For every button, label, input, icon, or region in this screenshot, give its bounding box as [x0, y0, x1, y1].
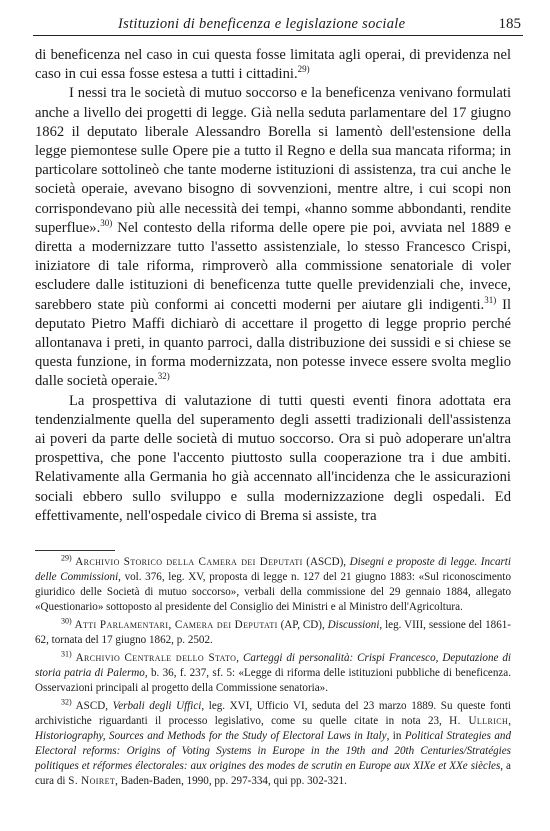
header-rule	[33, 35, 523, 36]
note-ref-31: 31)	[484, 294, 497, 305]
footnote-segment: , vol. 376, leg. XV, proposta di legge n. 127 del 21 giugno 1883: «Sul riconoscimento giuridico delle Società di mutuo soccorso», verbali della commissione del 29 gennaio 1884, allegato «Questionario» sottoposto al presidente del Consiglio dei Ministri e al Ministro dell'Agricoltura.	[35, 571, 511, 613]
footnote-segment: Historiography, Sources and Methods for the Study of Electoral Laws in Italy	[35, 730, 387, 742]
footnote-segment: (AP, CD),	[277, 619, 328, 631]
footnote-number: 29)	[61, 553, 72, 563]
footnote-segment: , Baden-Baden, 1990, pp. 297-334, qui pp. 302-321.	[115, 775, 347, 787]
footnote-separator	[35, 550, 115, 551]
paragraph-1-text: di beneficenza nel caso in cui questa fosse limitata agli operai, di previdenza nel caso in cui essa fosse estesa a tutti i cittadini.	[35, 47, 511, 83]
footnote-segment: S. Noiret	[68, 775, 116, 787]
footnote-number: 30)	[61, 616, 72, 626]
footnote-segment: Carteggi di personalità: Crispi Francesco, Deputazione di storia patria di Palermo	[35, 652, 512, 679]
page-number: 185	[498, 16, 521, 32]
footnote-segment: Political Strategies and Electoral reforms: Origins of Voting Systems in Europe in the 19th and 20th Centuries/Stratégies politiques et réformes électorales: aux origines des modes de scrutin en Europe aux XIXe et XXe siècles	[35, 730, 511, 772]
footnote-segment: , leg. VIII, sessione del 1861-62, tornata del 17 giugno 1862, p. 2502.	[35, 619, 512, 646]
footnote-segment: , a cura di	[35, 760, 511, 787]
paragraph-2-part-c: Il deputato Pietro Maffi dichiarò di accettare il progetto di legge proprio perché allontanava i preti, in quanto parroci, dalla distribuzione dei sussidi e si chiese se questa funzione, in forma modernizzata, non potesse invece essere svolta meglio dalle società operaie.	[35, 296, 511, 390]
footnote-number: 31)	[61, 649, 72, 659]
running-header	[33, 13, 523, 35]
note-ref-30: 30)	[100, 217, 113, 228]
footnote-segment: , in	[386, 730, 405, 742]
paragraph-3	[35, 392, 511, 526]
footnote-segment: ,	[236, 652, 243, 664]
paragraph-2	[35, 84, 511, 391]
paragraph-3-text: La prospettiva di valutazione di tutti questi eventi finora adottata era tendenzialmente quella del superamento degli assetti tradizionali dell'assistenza ai poveri da parte delle società di mutuo soccorso. Ora si può adoperare un'altra prospettiva, che pone l'accento piuttosto sulla cooperazione tra i due ambiti. Relativamente alla Germania ho già accennato all'incidenza che le assicurazioni sociali ebbero sullo sviluppo e sulla modernizzazione degli ospedali. Ed effettivamente, nell'ospedale civico di Brema si assiste, tra	[35, 392, 511, 524]
footnote-segment: Archivio Centrale dello Stato	[75, 652, 237, 664]
footnote-segment: Discussioni	[327, 619, 380, 631]
footnote-segment: ASCD,	[75, 700, 113, 712]
footnote-segment: , leg. XVI, Ufficio VI, seduta del 23 marzo 1889. Su queste fonti archivistiche riguardanti il processo legislativo, come su quelle citate in nota 23,	[35, 700, 511, 727]
footnote	[35, 618, 511, 648]
note-ref-29: 29)	[297, 64, 310, 75]
footnote	[35, 555, 511, 615]
footnote-segment: (ASCD),	[302, 556, 350, 568]
paragraph-2-part-b: Nel contesto della riforma delle opere pie poi, avviata nel 1889 e diretta a modernizzare tutto l'assetto assistenziale, lo stesso Francesco Crispi, iniziatore di tale riforma, rimproverò alla commissione senatoriale di voler escludere dalle istituzioni di beneficenza tutte quelle previdenziali che, invece, sarebbero state più conformi ai concetti moderni per aiutare gli indigenti.	[35, 219, 511, 313]
paragraph-2-part-a: I nessi tra le società di mutuo soccorso e la beneficenza venivano formulati anche a livello dei progetti di legge. Già nella seduta parlamentare del 17 giugno 1862 il deputato liberale Alessandro Borella si lamentò dell'estensione della legge piemontese sulle Opere pie a tutto il Regno e della sua mancata riforma; in particolare sottolineò che tante moderne istituzioni di assistenza, tra cui anche le società operaie, avevano bisogno di sovvenzioni, mentre altre, i cui scopi non corrispondevano più alle necessità dei tempi, «hanno somme abbondanti, rendite superflue».	[35, 85, 511, 236]
footnote-segment: ,	[508, 715, 511, 727]
running-title: Istituzioni di beneficenza e legislazione sociale	[118, 16, 406, 32]
footnote-number: 32)	[61, 697, 72, 707]
body-text	[35, 46, 511, 526]
footnote-segment: Verbali degli Uffici	[112, 700, 202, 712]
footnote	[35, 699, 511, 789]
footnote-segment: Disegni e proposte di legge. Incarti delle Commissioni	[35, 556, 511, 583]
footnote-segment: Archivio Storico della Camera dei Deputati	[75, 556, 303, 568]
footnote	[35, 651, 511, 696]
footnote-segment: Atti Parlamentari, Camera dei Deputati	[74, 619, 278, 631]
footnotes	[35, 555, 511, 792]
note-ref-32: 32)	[157, 371, 170, 382]
footnote-segment: H. Ullrich	[449, 715, 509, 727]
footnote-segment: , b. 36, f. 237, sf. 5: «Legge di riforma delle istituzioni pubbliche di beneficenza. Osservazioni principali al progetto della Commissione senatoria».	[35, 667, 511, 694]
paragraph-1	[35, 46, 511, 84]
